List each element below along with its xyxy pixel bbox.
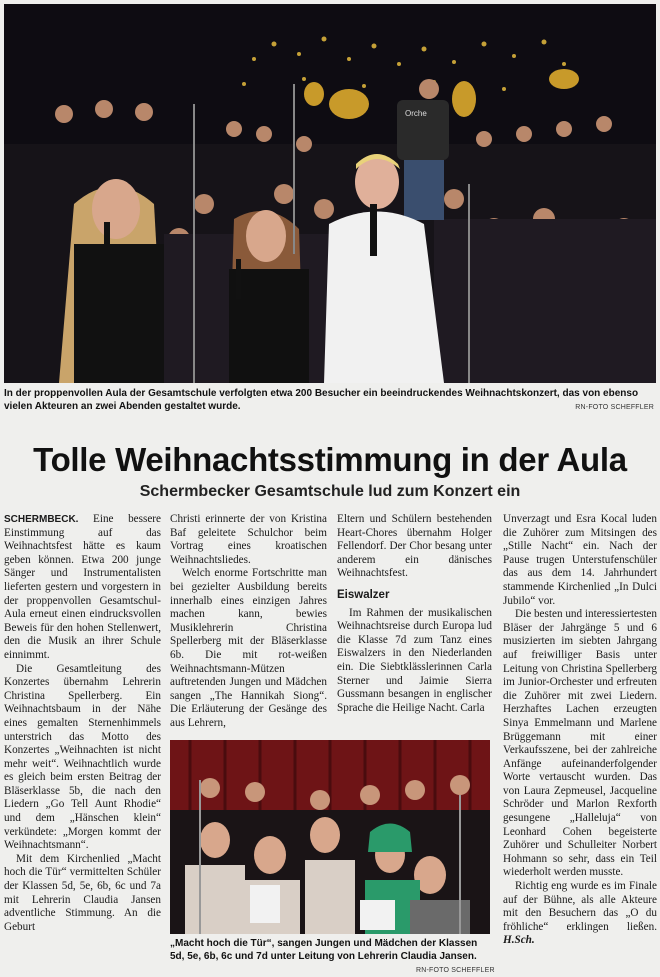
top-photo-credit: RN-FOTO SCHEFFLER: [575, 404, 654, 411]
paragraph: Welch enorme Fortschritte man bei gezielter Ausbildung bereits innerhalb eines einzigen Jahres machen kann, bewies Musiklehrerin Christina Spellerberg mit der Bläserklasse 6b. Die mit rot-weißen Weihnachtsmann-Mützen auftretenden Jungen und Mädchen sangen „The Hannikah Siong“. Die Erläuterung der Gesänge des aus Lehrern,: [170, 567, 327, 729]
paragraph: Mit dem Kirchenlied „Macht hoch die Tür“ vermittelten Schüler der Klassen 5d, 5e, 6b, 6c und 7a mit Lehrerin Claudia Jansen adventliche Stimmung. An die Geburt: [4, 852, 161, 933]
headline: Tolle Weihnachtsstimmung in der Aula: [33, 441, 627, 478]
paragraph: Unverzagt und Esra Kocal luden die Zuhörer zum Mitsingen des „Stille Nacht“ ein. Nach der Pause trugen Unterstufenschüler das aus dem 14. Jahrhundert stammende Kirchenlied „In Dulci Jubilo“ vor.: [503, 513, 657, 607]
section-subhead: Eiswalzer: [337, 588, 390, 601]
article-column-1: [4, 513, 161, 934]
article-column-4: [503, 513, 657, 948]
article-column-2: [170, 513, 327, 731]
bottom-concert-photo: [170, 740, 490, 934]
paragraph: Christi erinnerte der von Kristina Baf geleitete Schulchor beim Vortrag eines kroatischen Weihnachtsliedes.: [170, 513, 327, 566]
paragraph: Eine bessere Einstimmung auf das Weihnachtsfest hätte es kaum geben können. Etwa 200 junge Sänger und Instrumentalisten lieferten gestern und vorgestern in der proppenvollen Gesamtschul-Aula erneut einen eindrucksvollen Beweis für den hohen Stellenwert, den die Musik an ihrer Schule einnimmt.: [4, 513, 161, 661]
dateline: SCHERMBECK.: [4, 514, 79, 525]
author-initials: H.Sch.: [503, 934, 535, 947]
subheadline: Schermbecker Gesamtschule lud zum Konzert ein: [139, 483, 521, 500]
article-column-3: [337, 513, 492, 715]
bottom-photo-credit: RN-FOTO SCHEFFLER: [416, 967, 495, 974]
paragraph: Die Gesamtleitung des Konzertes übernahm Lehrerin Christina Spellerberg. Ein Weihnachtsbaum in der Nähe eines gemalten Sternenhimmels unterstrich das Motto des Konzertes „Weihnachten ist nicht mehr weit“. Weihnachtlich wurde es gleich beim ersten Beitrag der Bläserklasse 5b, die nach den Liedern „Go Tell Aunt Rhodie“ und dem „Hänschen klein“ verkündete: „Morgen kommt der Weihnachtsmann“.: [4, 662, 161, 852]
paragraph: Im Rahmen der musikalischen Weihnachtsreise durch Europa lud die Klasse 7d zum Tanz eines Eiswalzers in den Niederlanden ein. Die Siebtklässlerinnen Carla Sterner und Jaimie Sierra Gussmann besangen in englischer Sprache die Heilige Nacht. Carla: [337, 606, 492, 714]
paragraph: Die besten und interessiertesten Bläser der Jahrgänge 5 und 6 musizierten im siebten Jahrgang auf freiwilliger Basis unter Leitung von Christina Spellerberg im Junior-Orchester und erfreuten die Zuhörer mit zwei Liedern. Herzhaftes Lachen erzeugten Sinya Emmelmann und Marlene Brüggemann mit einer Verkaufsszene, bei der zahlreiche Anfänge aufeinanderfolgender Worte vertauscht wurden. Das von Laura Zepmeusel, Jacqueline Schröder und Marlon Rexforth gesungene „Halleluja“ von Leonhard Cohen begeisterte Zuhörer und Schulleiter Norbert Hohmann so sehr, dass ein Teil wiederholt werden musste.: [503, 608, 657, 879]
bottom-photo-caption: „Macht hoch die Tür“, sangen Jungen und Mädchen der Klassen 5d, 5e, 6b, 6c und 7d unter Leitung von Lehrerin Claudia Jansen.: [170, 938, 478, 962]
paragraph: Richtig eng wurde es im Finale auf der Bühne, als alle Akteure mit den Besuchern das „O du fröhliche“ erklingen ließen.: [503, 880, 657, 933]
conductor-shirt-text: Orche: [405, 109, 427, 118]
top-concert-photo: [4, 4, 656, 383]
paragraph: Eltern und Schülern bestehenden Heart-Chores übernahm Holger Fellendorf. Der Chor besang unter anderem ein dänisches Weihnachtsfest.: [337, 513, 492, 580]
top-photo-caption: In der proppenvollen Aula der Gesamtschule verfolgten etwa 200 Besucher ein beeindruckendes Weihnachtskonzert, das von ebenso vielen Akteuren an zwei Abenden gestaltet wurde.: [4, 388, 639, 412]
